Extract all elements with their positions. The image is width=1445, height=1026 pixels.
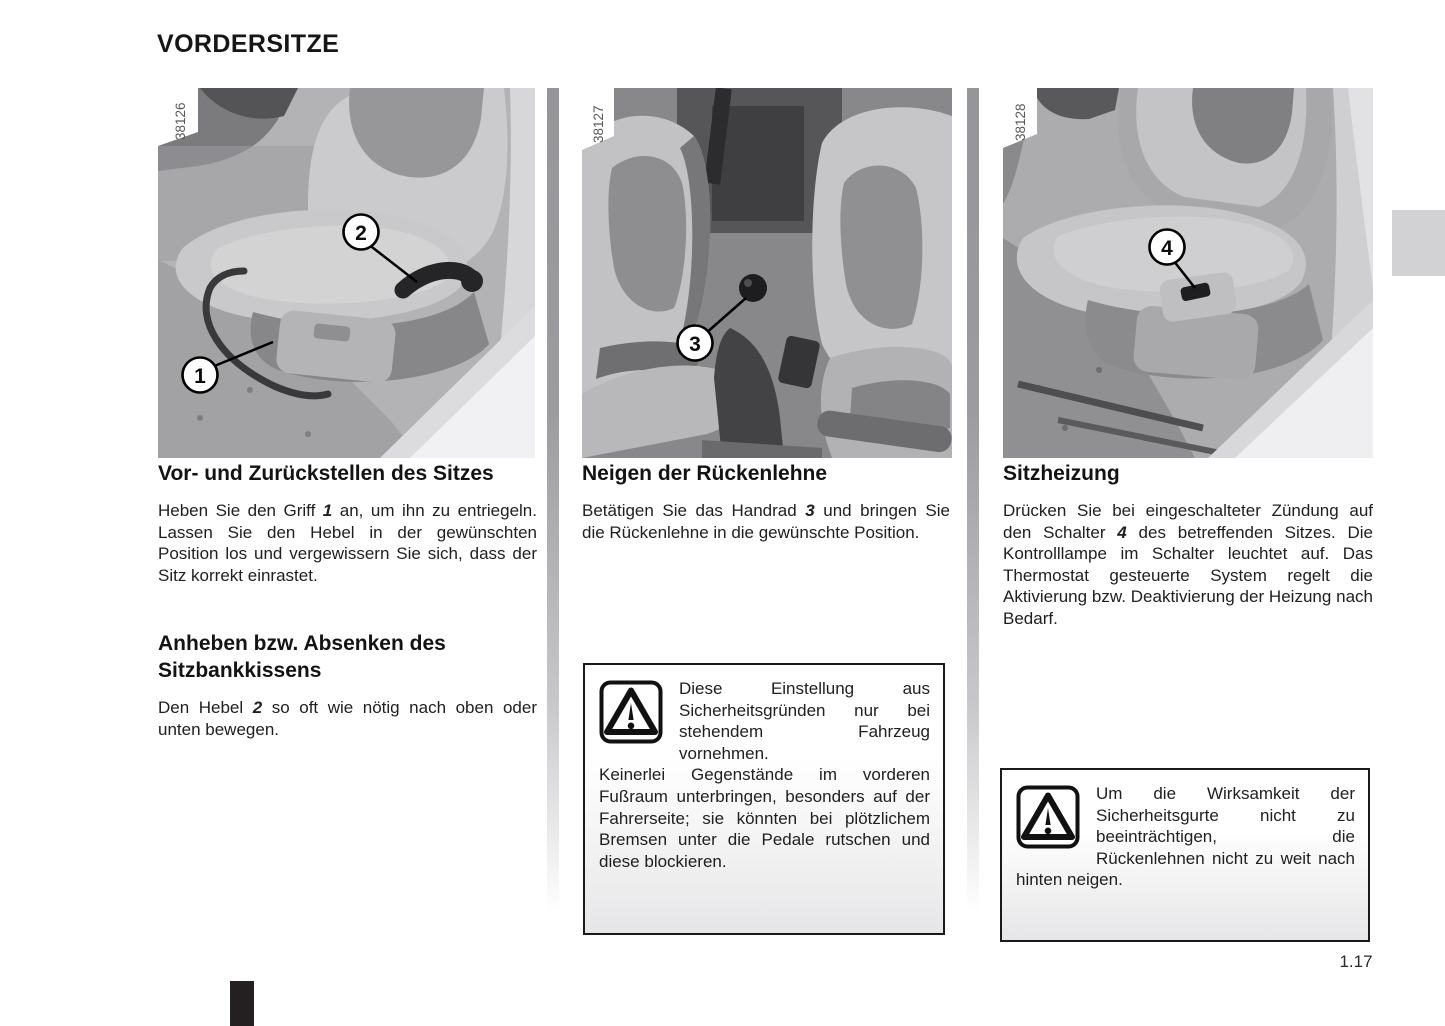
column-divider bbox=[967, 88, 979, 938]
callout-ref-1: 1 bbox=[322, 501, 333, 520]
warning-paragraph: Diese Einstellung aus Sicherheitsgründen nur bei stehendem Fahrzeug vornehmen. bbox=[679, 679, 930, 763]
warning-triangle-icon bbox=[1016, 785, 1080, 849]
print-registration-mark bbox=[230, 981, 254, 1026]
seat-side-photo bbox=[158, 88, 535, 458]
figure-backrest-recline-photo bbox=[582, 88, 952, 458]
chapter-edge-tab bbox=[1392, 210, 1445, 276]
column-backrest bbox=[582, 460, 950, 549]
section-heading: Neigen der Rückenlehne bbox=[582, 462, 828, 485]
seat-side-photo-heater bbox=[1003, 88, 1373, 458]
figure-seat-heating-photo bbox=[1003, 88, 1373, 458]
body-paragraph: Heben Sie den Griff 1 an, um ihn zu entriegeln. Lassen Sie den Hebel in der gewünschten Position los und vergewissern Sie sich, dass der Sitz korrekt einrastet. bbox=[158, 501, 537, 585]
figure-ref-number: 38127 bbox=[591, 105, 606, 143]
warning-box-backrest bbox=[1000, 768, 1370, 942]
warning-triangle-icon bbox=[599, 680, 663, 744]
section-heading: Sitzheizung bbox=[1003, 462, 1120, 485]
figure-ref-number: 38128 bbox=[1013, 103, 1028, 141]
warning-paragraph: Um die Wirksamkeit der Sicherheitsgurte nicht zu beeinträchtigen, die Rückenlehnen nicht zu weit nach hinten neigen. bbox=[1016, 784, 1355, 890]
svg-text:3: 3 bbox=[689, 333, 701, 356]
figure-seat-slide-photo bbox=[158, 88, 535, 458]
seats-rear-photo bbox=[582, 88, 952, 458]
figure-ref-number: 38126 bbox=[173, 102, 188, 140]
svg-text:2: 2 bbox=[355, 222, 367, 245]
callout-ref-4: 4 bbox=[1117, 522, 1127, 542]
body-paragraph: Den Hebel 2 so oft wie nötig nach oben oder unten bewegen. bbox=[158, 698, 537, 739]
page-number: 1.17 bbox=[1339, 952, 1373, 971]
page-title: VORDERSITZE bbox=[157, 30, 340, 58]
recline-handwheel bbox=[739, 274, 767, 302]
section-heading: Vor- und Zurückstellen des Sitzes bbox=[158, 462, 494, 485]
section-heading: Anheben bzw. Absenken des Sitzbankkissens bbox=[158, 632, 446, 683]
warning-box-adjustment bbox=[583, 663, 945, 935]
body-paragraph: Betätigen Sie das Handrad 3 und bringen Sie die Rückenlehne in die gewünschte Position. bbox=[582, 501, 950, 542]
svg-text:4: 4 bbox=[1161, 237, 1173, 260]
body-paragraph: Drücken Sie bei eingeschalteter Zündung auf den Schalter 4 des betreffenden Sitzes. Die Kontrolllampe im Schalter leuchtet auf. Das Thermostat gesteuerte System regelt die Aktivierung bzw. Deaktivierung der Heizung nach Bedarf. bbox=[1003, 501, 1373, 628]
callout-ref-3: 3 bbox=[805, 501, 815, 520]
column-seat-heating bbox=[1003, 460, 1373, 636]
svg-text:1: 1 bbox=[194, 365, 206, 388]
column-divider bbox=[547, 88, 559, 938]
callout-ref-2: 2 bbox=[252, 698, 263, 718]
warning-paragraph: Keinerlei Gegenstände im vorderen Fußraum unterbringen, besonders auf der Fahrerseite; sie könnten bei plötzlichem Bremsen unter die Pedale rutschen und diese blockieren. bbox=[599, 765, 930, 871]
column-seat-adjustment bbox=[158, 460, 537, 747]
